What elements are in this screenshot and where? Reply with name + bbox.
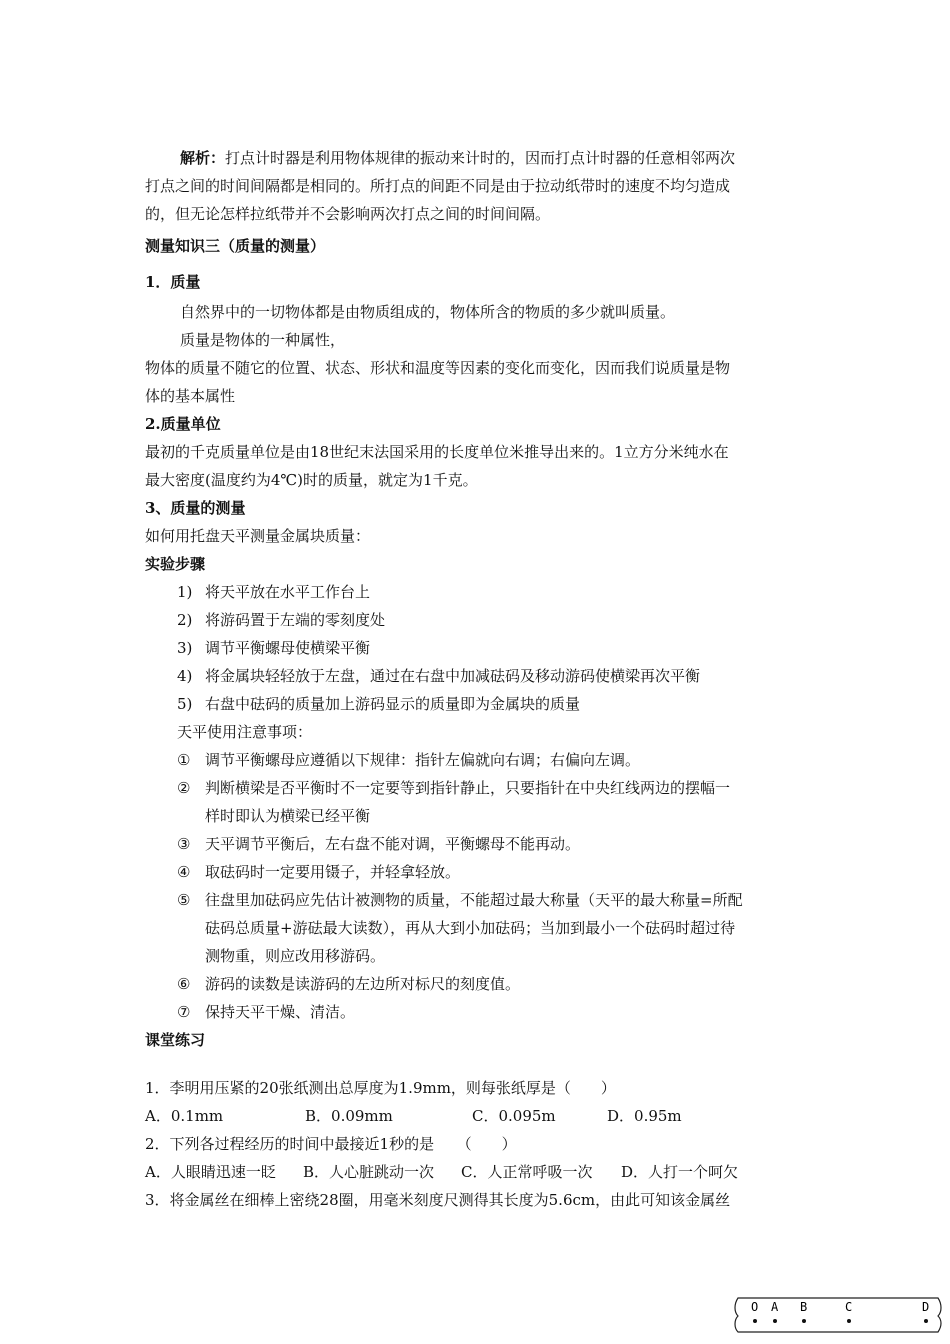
analysis-line-1: 解析：打点计时器是利用物体规律的振动来计时的，因而打点计时器的任意相邻两次 bbox=[180, 149, 736, 167]
option-b: B．0.09mm bbox=[305, 1107, 393, 1125]
note-item: ⑥ 游码的读数是读游码的左边所对标尺的刻度值。 bbox=[177, 975, 521, 993]
option-a: A．0.1mm bbox=[145, 1107, 224, 1125]
question-3: 3．将金属丝在细棒上密绕28圈，用毫米刻度尺测得其长度为5.6cm，由此可知该金属丝 bbox=[145, 1191, 731, 1209]
tape-label-d: D bbox=[922, 1300, 930, 1314]
mass-para-3a: 物体的质量不随它的位置、状态、形状和温度等因素的变化而变化，因而我们说质量是物 bbox=[145, 359, 731, 377]
step-item: 1) 将天平放在水平工作台上 bbox=[177, 583, 371, 601]
analysis-label: 解析： bbox=[180, 149, 226, 167]
option-d: D．人打一个呵欠 bbox=[621, 1163, 739, 1181]
note-item: ① 调节平衡螺母应遵循以下规律：指针左偏就向右调；右偏向左调。 bbox=[177, 751, 641, 769]
tape-label-a: A bbox=[771, 1300, 779, 1314]
step-item: 5) 右盘中砝码的质量加上游码显示的质量即为金属块的质量 bbox=[177, 695, 581, 713]
subsection-unit-title: 2.质量单位 bbox=[145, 415, 221, 433]
step-item: 4) 将金属块轻轻放于左盘，通过在右盘中加减砝码及移动游码使横梁再次平衡 bbox=[177, 667, 701, 685]
subsection-measure-title: 3、质量的测量 bbox=[145, 499, 246, 517]
step-item: 3) 调节平衡螺母使横梁平衡 bbox=[177, 639, 371, 657]
question-1: 1．李明用压紧的20张纸测出总厚度为1.9mm，则每张纸厚是（ ） bbox=[145, 1079, 616, 1097]
question-2-options bbox=[145, 1162, 810, 1182]
mass-para-1: 自然界中的一切物体都是由物质组成的，物体所含的物质的多少就叫质量。 bbox=[180, 303, 676, 321]
note-item: ③ 天平调节平衡后，左右盘不能对调，平衡螺母不能再动。 bbox=[177, 835, 581, 853]
tape-dot bbox=[924, 1319, 928, 1323]
tape-dot bbox=[847, 1319, 851, 1323]
analysis-line-2: 打点之间的时间间隔都是相同的。所打点的间距不同是由于拉动纸带时的速度不均匀造成 bbox=[145, 177, 731, 195]
tape-label-b: B bbox=[800, 1300, 808, 1314]
section-title: 测量知识三（质量的测量） bbox=[145, 237, 326, 255]
measure-intro: 如何用托盘天平测量金属块质量： bbox=[145, 527, 371, 545]
note-continuation: 测物重，则应改用移游码。 bbox=[205, 947, 386, 965]
option-c: C．0.095m bbox=[472, 1107, 556, 1125]
question-1-options bbox=[145, 1106, 810, 1126]
step-item: 2) 将游码置于左端的零刻度处 bbox=[177, 611, 386, 629]
paper-tape-svg bbox=[732, 1294, 944, 1334]
practice-title: 课堂练习 bbox=[145, 1031, 206, 1049]
question-2: 2．下列各过程经历的时间中最接近1秒的是 （ ） bbox=[145, 1135, 517, 1153]
tape-label-c: C bbox=[845, 1300, 853, 1314]
unit-para-a: 最初的千克质量单位是由18世纪末法国采用的长度单位米推导出来的。1立方分米纯水在 bbox=[145, 443, 729, 461]
analysis-line-3: 的，但无论怎样拉纸带并不会影响两次打点之间的时间间隔。 bbox=[145, 205, 551, 223]
note-item: ② 判断横梁是否平衡时不一定要等到指针静止，只要指针在中央红线两边的摆幅一 bbox=[177, 779, 731, 797]
tape-label-o: O bbox=[751, 1300, 759, 1314]
tape-dot bbox=[753, 1319, 757, 1323]
mass-para-2: 质量是物体的一种属性， bbox=[180, 331, 346, 349]
note-item: ⑦ 保持天平干燥、清洁。 bbox=[177, 1003, 356, 1021]
steps-title: 实验步骤 bbox=[145, 555, 206, 573]
note-continuation: 样时即认为横梁已经平衡 bbox=[205, 807, 371, 825]
subsection-mass-title: 1．质量 bbox=[145, 273, 201, 291]
unit-para-b: 最大密度(温度约为4℃)时的质量，就定为1千克。 bbox=[145, 471, 478, 489]
option-b: B．人心脏跳动一次 bbox=[303, 1163, 435, 1181]
tape-dot bbox=[802, 1319, 806, 1323]
tape-dot bbox=[773, 1319, 777, 1323]
paper-tape-figure bbox=[732, 1294, 944, 1334]
notes-title: 天平使用注意事项： bbox=[177, 723, 313, 741]
mass-para-3b: 体的基本属性 bbox=[145, 387, 236, 405]
note-continuation: 砝码总质量+游砝最大读数），再从大到小加砝码；当加到最小一个砝码时超过待 bbox=[205, 919, 736, 937]
tape-outline bbox=[735, 1298, 941, 1332]
note-item: ④ 取砝码时一定要用镊子，并轻拿轻放。 bbox=[177, 863, 461, 881]
note-item: ⑤ 往盘里加砝码应先估计被测物的质量，不能超过最大称量（天平的最大称量=所配 bbox=[177, 891, 743, 909]
option-c: C．人正常呼吸一次 bbox=[461, 1163, 593, 1181]
option-a: A．人眼睛迅速一眨 bbox=[145, 1163, 276, 1181]
option-d: D．0.95m bbox=[607, 1107, 682, 1125]
